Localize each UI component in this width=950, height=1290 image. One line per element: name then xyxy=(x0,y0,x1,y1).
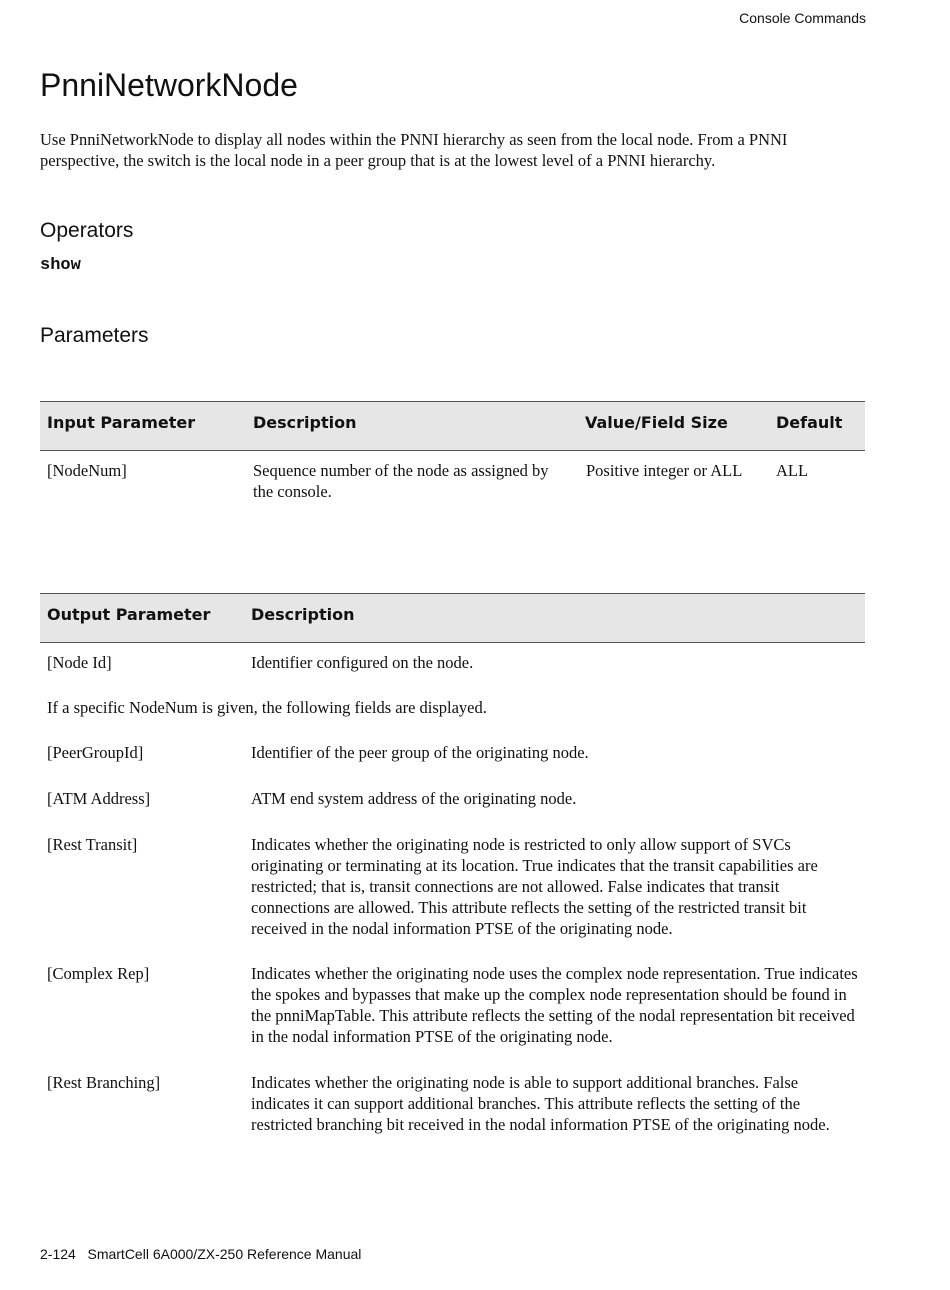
param-default-cell: ALL xyxy=(776,461,809,480)
input-parameter-table xyxy=(40,401,865,511)
running-head: Console Commands xyxy=(739,10,866,26)
table-row xyxy=(40,963,865,1047)
header-description: Description xyxy=(251,605,355,624)
param-name-cell: [NodeNum] xyxy=(47,461,127,480)
table-row xyxy=(40,652,865,673)
table-row xyxy=(40,834,865,939)
operators-heading: Operators xyxy=(40,219,134,242)
intro-paragraph: Use PnniNetworkNode to display all nodes within the PNNI hierarchy as seen from the local node. From a PNNI perspective, the switch is the local node in a peer group that is at the lowest level of a PNNI hierarchy. xyxy=(40,130,788,170)
table-row xyxy=(40,1072,865,1135)
param-name-cell: [Rest Branching] xyxy=(47,1073,161,1092)
table-row xyxy=(40,451,865,511)
page-number: 2-124 xyxy=(40,1246,76,1262)
param-description-cell: Indicates whether the originating node uses the complex node representation. True indicates the spokes and bypasses that make up the complex node representation should be found in the pnniMapTable. This attribute reflects the setting of the nodal representation bit received in the nodal information PTSE of the originating node. xyxy=(251,964,858,1046)
output-table-header xyxy=(40,593,865,643)
input-table-header xyxy=(40,401,865,451)
header-value-field-size: Value/Field Size xyxy=(585,413,728,432)
nodenum-note: If a specific NodeNum is given, the following fields are displayed. xyxy=(47,698,487,717)
param-name-cell: [Rest Transit] xyxy=(47,835,138,854)
output-parameter-table xyxy=(40,593,865,1135)
parameters-heading: Parameters xyxy=(40,324,149,347)
param-name-cell: [ATM Address] xyxy=(47,789,151,808)
header-description: Description xyxy=(253,413,357,432)
param-description-cell: Identifier of the peer group of the originating node. xyxy=(251,743,589,762)
param-name-cell: [PeerGroupId] xyxy=(47,743,144,762)
param-description-cell: ATM end system address of the originating node. xyxy=(251,789,577,808)
param-description-cell: Sequence number of the node as assigned by the console. xyxy=(253,461,549,501)
table-row xyxy=(40,788,865,809)
header-default: Default xyxy=(776,413,843,432)
page-footer xyxy=(40,1246,361,1262)
param-description-cell: Identifier configured on the node. xyxy=(251,653,474,672)
param-name-cell: [Node Id] xyxy=(47,653,112,672)
param-description-cell: Indicates whether the originating node is able to support additional branches. False indicates it can support additional branches. This attribute reflects the setting of the restricted branching bit received in the nodal information PTSE of the originating node. xyxy=(251,1073,830,1134)
table-row xyxy=(40,742,865,763)
manual-title: SmartCell 6A000/ZX-250 Reference Manual xyxy=(87,1246,362,1262)
page-title: PnniNetworkNode xyxy=(40,67,298,103)
param-value-cell: Positive integer or ALL xyxy=(586,461,743,480)
operator-show-code: show xyxy=(40,256,81,275)
param-description-cell: Indicates whether the originating node is restricted to only allow support of SVCs originating or terminating at its location. True indicates that the transit capabilities are restricted; that is, transit connections are not allowed. False indicates that transit connections are allowed. This attribute reflects the setting of the restricted transit bit received in the nodal information PTSE of the originating node. xyxy=(251,835,818,938)
header-input-parameter: Input Parameter xyxy=(47,413,196,432)
param-name-cell: [Complex Rep] xyxy=(47,964,150,983)
header-output-parameter: Output Parameter xyxy=(47,605,211,624)
